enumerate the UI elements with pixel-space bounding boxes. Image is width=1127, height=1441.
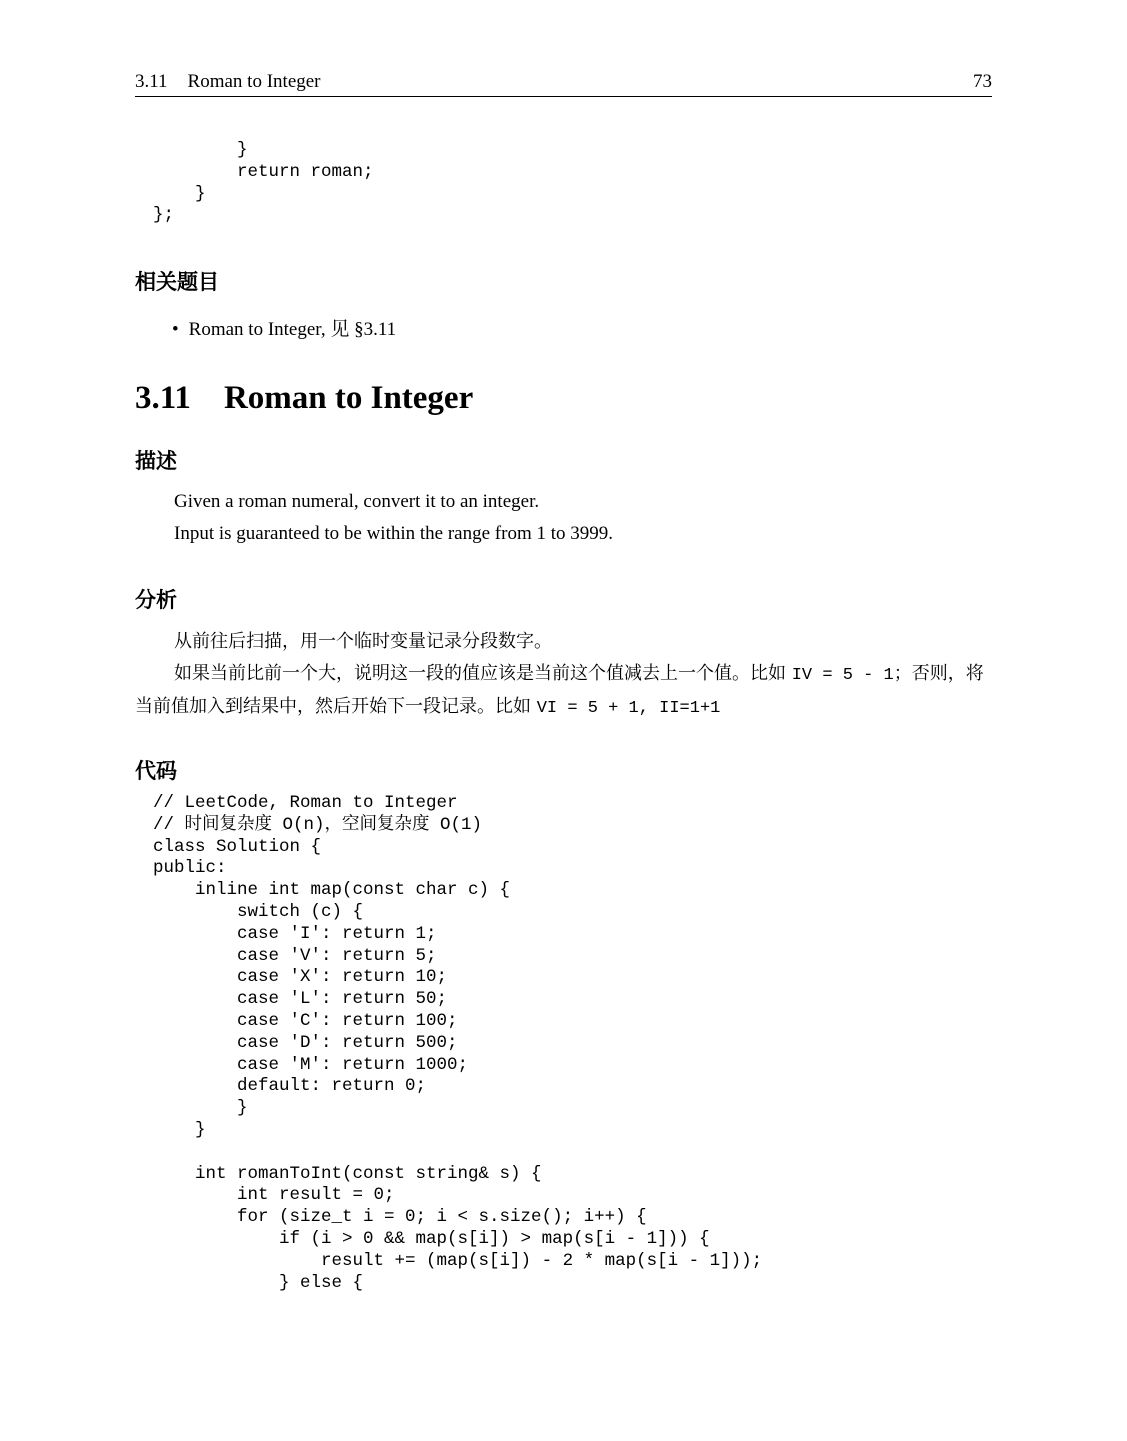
header-title (135, 71, 321, 93)
analysis-heading: 分析 (135, 588, 177, 612)
code-block-solution: // LeetCode, Roman to Integer // 时间复杂度 O(n)，空间复杂度 O(1) class Solution { public: inline int map(const char c) { switch (c) { case 'I': return 1; case 'V': return 5; case 'X': return 10; case 'L': return 50; case 'C': return 100; case 'D': return 500; case 'M': return 1000; default: return 0; } } int romanToInt(const string& s) { int result = 0; for (size_t i = 0; i < s.size(); i++) { if (i > 0 && map(s[i]) > map(s[i - 1])) { result += (map(s[i]) - 2 * map(s[i - 1])); } else { (153, 793, 763, 1293)
section-number: 3.11 (135, 380, 191, 416)
description-line-2: Input is guaranteed to be within the range from 1 to 3999. (174, 523, 614, 544)
related-link[interactable]: Roman to Integer, 见 §3.11 (188, 319, 397, 340)
related-heading: 相关题目 (135, 270, 219, 294)
section-name: Roman to Integer (223, 380, 474, 416)
analysis-paragraph-1: 从前往后扫描，用一个临时变量记录分段数字。 (174, 631, 552, 652)
running-header (135, 68, 992, 97)
page-number: 73 (973, 71, 992, 92)
header-section-title: Roman to Integer (187, 71, 321, 92)
code-heading: 代码 (135, 759, 177, 783)
description-line-1: Given a roman numeral, convert it to an integer. (174, 491, 540, 512)
related-list-item (172, 314, 396, 341)
analysis-text-1: 如果当前比前一个大，说明这一段的值应该是当前这个值减去上一个值。比如 (174, 663, 792, 684)
description-heading: 描述 (135, 449, 177, 473)
analysis-code-1: IV = 5 - 1 (791, 666, 894, 685)
section-title (135, 380, 473, 417)
bullet-icon: • (172, 319, 179, 340)
analysis-text-2: ；否则，将当前值加入到结果中，然后开始下一段记录。比如 (135, 663, 984, 717)
header-section-number: 3.11 (135, 71, 168, 92)
analysis-code-2: VI = 5 + 1, II=1+1 (536, 699, 721, 718)
analysis-paragraph-2 (135, 658, 992, 724)
code-block-previous: } return roman; } }; (153, 140, 374, 226)
